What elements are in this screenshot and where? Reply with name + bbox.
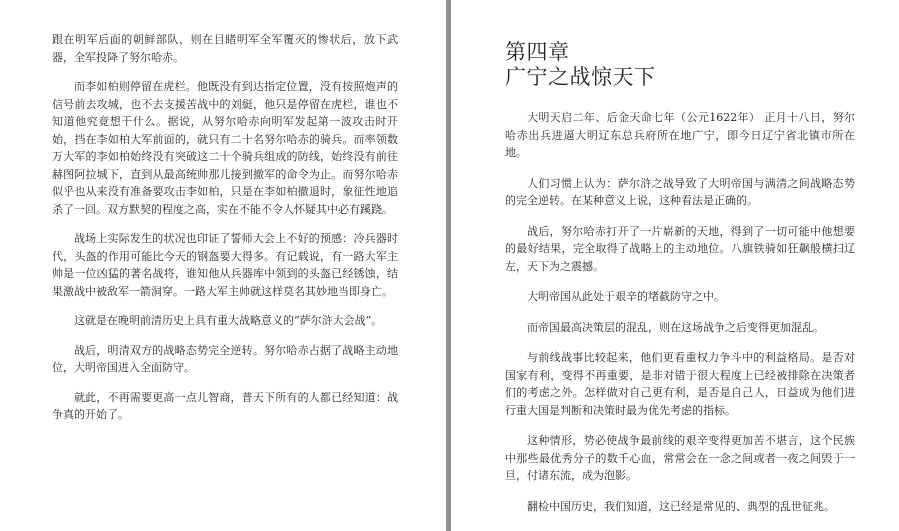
- right-page-text: [505, 0, 855, 515]
- paragraph: 战场上实际发生的状况也印证了誓师大会上不好的预感：冷兵器时代，头盔的作用可能比今天的钢盔要大得多。有记载说，有一路大军主帅是一位凶猛的著名战将，谁知他从兵器库中领到的头盔已经锈蚀，结果激战中被敌军一箭洞穿。一路大军主帅就这样莫名其妙地当即身亡。: [52, 232, 398, 298]
- paragraph: 大明天启二年、后金天命七年（公元1622年） 正月十八日，努尔哈赤出兵进逼大明辽东总兵府所在地广宁，即今日辽宁省北镇市所在地。: [505, 111, 855, 159]
- chapter-number: 第四章: [505, 40, 570, 64]
- paragraph: 战后，努尔哈赤打开了一片崭新的天地，得到了一切可能中他想要的最好结果，完全取得了战略上的主动地位。八旗铁骑如狂飙般横扫辽左，天下为之震撼。: [505, 224, 855, 273]
- left-page-text: [52, 0, 398, 424]
- chapter-title: 广宁之战惊天下: [505, 65, 656, 89]
- right-page: [451, 0, 899, 531]
- paragraph: 与前线战事比较起来，他们更看重权力争斗中的利益格局。是否对国家有利，变得不再重要，是非对错于很大程度上已经被排除在决策者们的考虑之外。怎样做对自己更有利，是否是自己人，日益成为他们进行重大国是判断和决策时最为优先考虑的指标。: [505, 351, 855, 417]
- paragraph: 而帝国最高决策层的混乱，则在这场战争之后变得更加混乱。: [527, 320, 824, 334]
- paragraph: 大明帝国从此处于艰辛的堵截防守之中。: [527, 290, 725, 303]
- paragraph: 跟在明军后面的朝鲜部队，则在目睹明军全军覆灭的惨状后，放下武器，全军投降了努尔哈赤。: [52, 33, 398, 64]
- left-page: [0, 0, 446, 531]
- paragraph: 这种情形，势必使战争最前线的艰辛变得更加苦不堪言，这个民族中那些最优秀分子的数千心血，常常会在一念之间或者一夜之间毁于一旦，付诸东流，成为泡影。: [505, 434, 855, 482]
- paragraph: 就此，不再需要更高一点儿智商，普天下所有的人都已经知道：战争真的开始了。: [52, 390, 398, 421]
- paragraph: 而李如柏则停留在虎栏。他既没有到达指定位置，没有按照炮声的信号前去攻城，也不去支援苦战中的刘綎，他只是停留在虎栏，谁也不知道他究竟想干什么。据说，从努尔哈赤向明军发起第一波攻击时开始，挡在李如柏大军前面的，就只有二十名努尔哈赤的骑兵。而率领数万大军的李如柏始终没有突破这二十个骑兵组成的防线，始终没有前往赫图阿拉城下，直到从最高统帅那儿接到撤军的命令为止。而努尔哈赤似乎也从来没有准备要攻击李如柏，只是在李如柏撤退时，象征性地追杀了一回。双方默契的程度之高，实在不能不令人怀疑其中必有蹊跷。: [52, 80, 398, 216]
- paragraph: 翻检中国历史，我们知道，这已经是常见的、典型的乱世征兆。: [527, 499, 835, 513]
- paragraph: 战后，明清双方的战略态势完全逆转。努尔哈赤占据了战略主动地位，大明帝国进入全面防守。: [52, 343, 398, 374]
- paragraph: 人们习惯上认为：萨尔浒之战导致了大明帝国与满清之间战略态势的完全逆转。在某种意义上说，这种看法是正确的。: [505, 176, 855, 207]
- paragraph: 这就是在晚明前清历史上具有重大战略意义的“萨尔浒大会战”。: [74, 314, 383, 327]
